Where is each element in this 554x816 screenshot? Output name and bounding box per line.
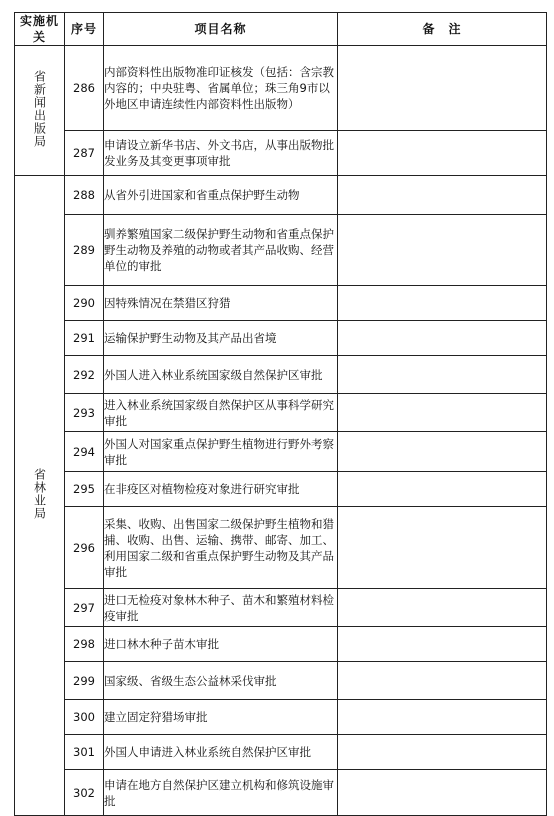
note-cell [338,472,547,507]
agency-cell [15,46,65,176]
item-name: 进口林木种子苗木审批 [104,627,338,662]
item-name: 运输保护野生动物及其产品出省境 [104,321,338,356]
table-body [15,46,547,816]
table-row [15,176,547,215]
table-row [15,432,547,472]
header-item-name: 项目名称 [104,13,338,46]
header-note: 备 注 [338,13,547,46]
table-row [15,507,547,589]
note-cell [338,627,547,662]
item-name: 驯养繁殖国家二级保护野生动物和省重点保护野生动物及养殖的动物或者其产品收购、经营单位的审批 [104,215,338,286]
note-cell [338,131,547,176]
header-agency: 实施机关 [15,13,65,46]
item-name: 外国人进入林业系统国家级自然保护区审批 [104,356,338,394]
table-row [15,215,547,286]
row-number: 290 [65,286,104,321]
table-row [15,394,547,432]
note-cell [338,589,547,627]
note-cell [338,321,547,356]
row-number: 296 [65,507,104,589]
item-name: 申请设立新华书店、外文书店，从事出版物批发业务及其变更事项审批 [104,131,338,176]
table-row [15,662,547,700]
row-number: 293 [65,394,104,432]
row-number: 291 [65,321,104,356]
item-name: 因特殊情况在禁猎区狩猎 [104,286,338,321]
item-name: 建立固定狩猎场审批 [104,700,338,735]
agency-name: 省林业局 [32,467,47,520]
note-cell [338,507,547,589]
item-name: 内部资料性出版物准印证核发（包括：含宗教内容的；中央驻粤、省属单位；珠三角9市以外地区申请连续性内部资料性出版物） [104,46,338,131]
table-row [15,356,547,394]
table-header-row [15,13,547,46]
header-number: 序号 [65,13,104,46]
approval-items-table [14,12,547,816]
row-number: 302 [65,770,104,816]
item-name: 采集、收购、出售国家二级保护野生植物和猎捕、收购、出售、运输、携带、邮寄、加工、利用国家二级和省重点保护野生动物及其产品审批 [104,507,338,589]
table-row [15,735,547,770]
table-row [15,46,547,131]
note-cell [338,356,547,394]
note-cell [338,735,547,770]
row-number: 298 [65,627,104,662]
agency-cell [15,176,65,816]
row-number: 301 [65,735,104,770]
note-cell [338,286,547,321]
agency-name: 省新闻出版局 [32,69,47,148]
table-row [15,472,547,507]
table-row [15,589,547,627]
table-row [15,286,547,321]
row-number: 286 [65,46,104,131]
note-cell [338,176,547,215]
note-cell [338,770,547,816]
row-number: 297 [65,589,104,627]
note-cell [338,394,547,432]
item-name: 在非疫区对植物检疫对象进行研究审批 [104,472,338,507]
table-row [15,321,547,356]
row-number: 295 [65,472,104,507]
table-row [15,131,547,176]
note-cell [338,700,547,735]
item-name: 进口无检疫对象林木种子、苗木和繁殖材料检疫审批 [104,589,338,627]
note-cell [338,432,547,472]
table-row [15,627,547,662]
item-name: 进入林业系统国家级自然保护区从事科学研究审批 [104,394,338,432]
table-row [15,700,547,735]
row-number: 288 [65,176,104,215]
item-name: 申请在地方自然保护区建立机构和修筑设施审批 [104,770,338,816]
row-number: 294 [65,432,104,472]
row-number: 300 [65,700,104,735]
item-name: 外国人对国家重点保护野生植物进行野外考察审批 [104,432,338,472]
note-cell [338,215,547,286]
item-name: 国家级、省级生态公益林采伐审批 [104,662,338,700]
table-row [15,770,547,816]
item-name: 从省外引进国家和省重点保护野生动物 [104,176,338,215]
item-name: 外国人申请进入林业系统自然保护区审批 [104,735,338,770]
note-cell [338,662,547,700]
note-cell [338,46,547,131]
row-number: 292 [65,356,104,394]
row-number: 299 [65,662,104,700]
row-number: 287 [65,131,104,176]
row-number: 289 [65,215,104,286]
